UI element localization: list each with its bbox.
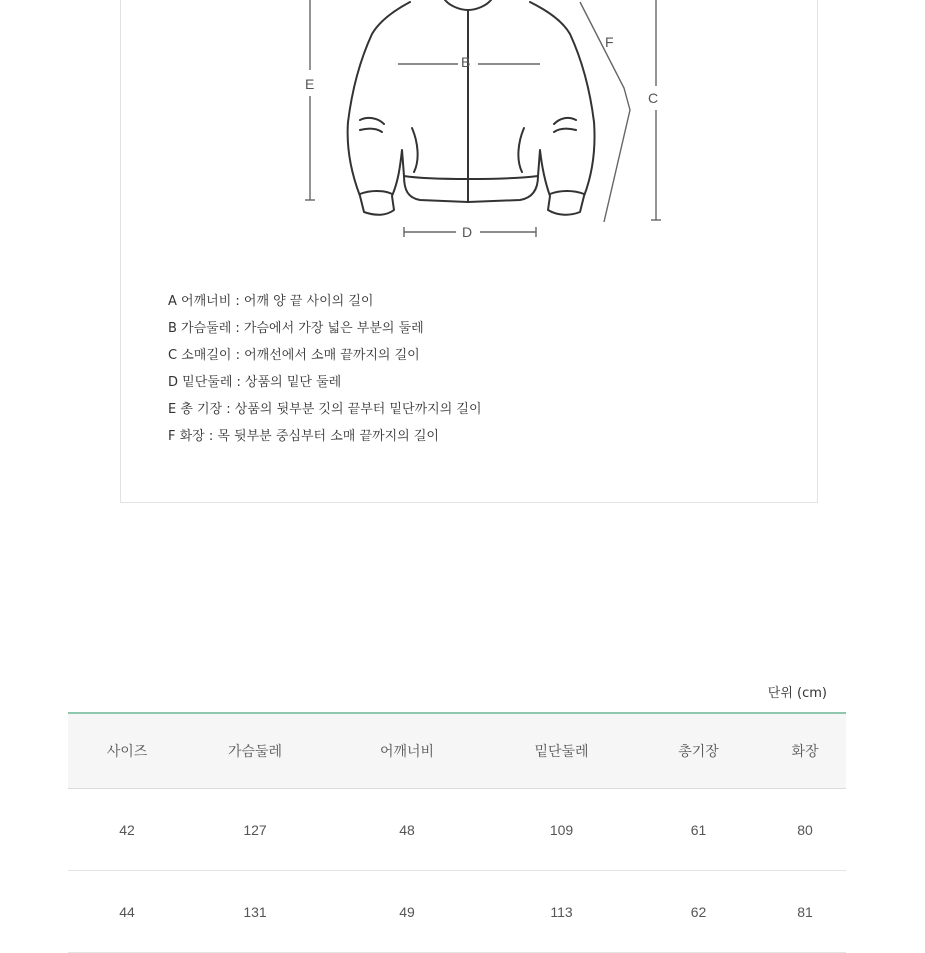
dim-label-d: D (462, 224, 473, 240)
cell-sleeve: 80 (764, 789, 846, 871)
table-row (68, 871, 846, 953)
column-header-sleeve: 화장 (764, 713, 846, 789)
column-header-size: 사이즈 (68, 713, 186, 789)
size-table (68, 712, 846, 953)
dim-label-f: F (605, 34, 614, 50)
cell-size: 42 (68, 789, 186, 871)
cell-sleeve: 81 (764, 871, 846, 953)
jacket-hem (404, 176, 538, 179)
jacket-left-cuff (360, 191, 392, 194)
legend-item-a: A 어깨너비 : 어깨 양 끝 사이의 길이 (168, 294, 374, 309)
cell-size: 44 (68, 871, 186, 953)
cell-length: 62 (633, 871, 764, 953)
cell-hem: 109 (490, 789, 633, 871)
jacket-right-pocket (518, 128, 524, 172)
legend-item-b: B 가슴둘레 : 가슴에서 가장 넓은 부분의 둘레 (168, 321, 424, 336)
table-header-row (68, 713, 846, 789)
jacket-right-cuff (550, 191, 584, 194)
table-row (68, 789, 846, 871)
column-header-hem: 밑단둘레 (490, 713, 633, 789)
legend-item-c: C 소매길이 : 어깨선에서 소매 끝까지의 길이 (168, 348, 420, 363)
jacket-body-outline (348, 2, 595, 215)
cell-chest: 127 (186, 789, 324, 871)
column-header-chest: 가슴둘레 (186, 713, 324, 789)
legend-item-e: E 총 기장 : 상품의 뒷부분 깃의 끝부터 밑단까지의 길이 (168, 402, 482, 417)
jacket-left-pocket (412, 128, 418, 172)
cell-hem: 113 (490, 871, 633, 953)
jacket-diagram (0, 0, 925, 260)
unit-label: 단위 (cm) (767, 686, 827, 701)
measurement-legend (168, 288, 482, 450)
cell-shoulder: 48 (324, 789, 490, 871)
cell-chest: 131 (186, 871, 324, 953)
jacket-right-arm-crease (554, 118, 576, 132)
column-header-shoulder: 어깨너비 (324, 713, 490, 789)
jacket-collar (445, 0, 491, 10)
jacket-left-arm-crease (360, 118, 384, 132)
dim-label-b: B (461, 54, 471, 70)
cell-shoulder: 49 (324, 871, 490, 953)
legend-item-f: F 화장 : 목 뒷부분 중심부터 소매 끝까지의 길이 (168, 429, 439, 444)
dim-label-c: C (648, 90, 659, 106)
column-header-length: 총기장 (633, 713, 764, 789)
legend-item-d: D 밑단둘레 : 상품의 밑단 둘레 (168, 375, 342, 390)
dim-label-e: E (305, 76, 315, 92)
cell-length: 61 (633, 789, 764, 871)
